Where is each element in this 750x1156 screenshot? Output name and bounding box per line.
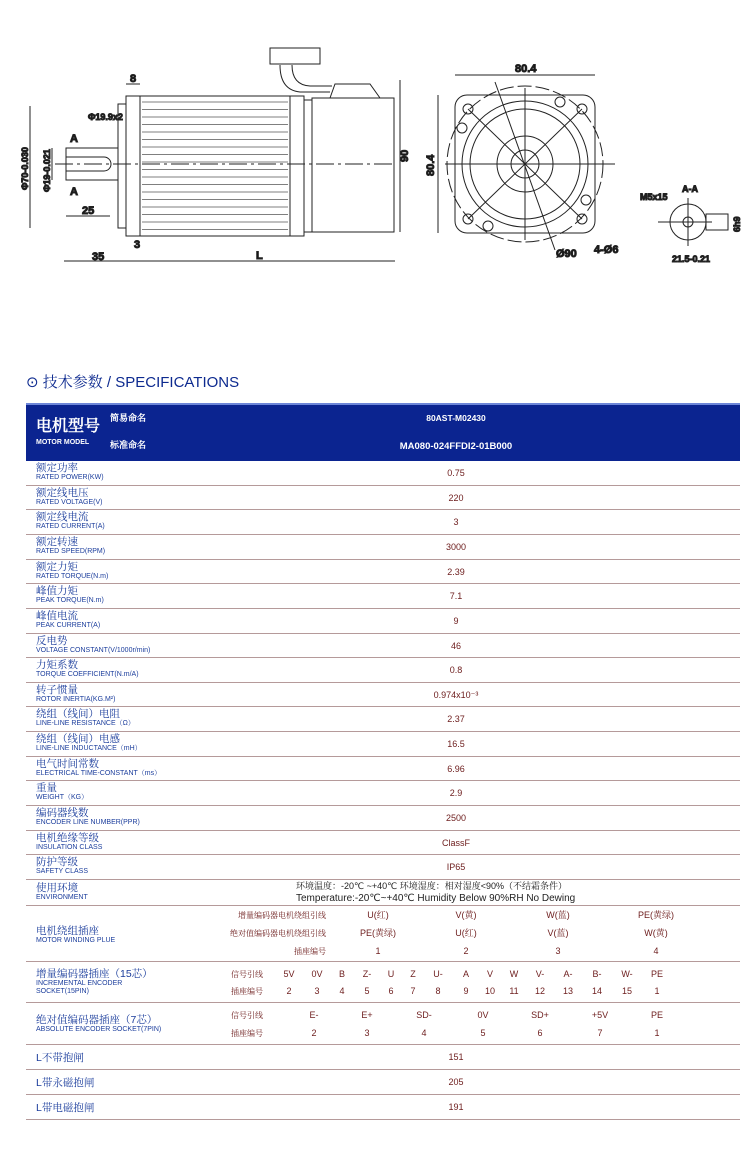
spec-value: 220: [448, 492, 464, 503]
inc-label-en1: INCREMENTAL ENCODER: [36, 980, 123, 987]
grid-cell: PE(黄绿): [637, 910, 675, 920]
dim-19-9: Φ19.9x2: [88, 112, 123, 122]
spec-label-cn: 峰值力矩: [36, 585, 78, 598]
grid-cell: 4: [421, 1028, 427, 1038]
section-title: ⊙ 技术参数 / SPECIFICATIONS: [26, 374, 240, 391]
spec-label-cn: 反电势: [36, 634, 68, 647]
length-value: 205: [448, 1077, 464, 1087]
spec-label-cn: 绕组（线间）电感: [36, 733, 120, 746]
spec-row: [26, 855, 740, 880]
spec-label-en: ROTOR INERTIA(KG.M²): [36, 695, 116, 703]
grid-cell: B: [338, 969, 346, 979]
grid-cell: A: [462, 969, 470, 979]
grid-cell: A-: [563, 969, 573, 979]
spec-label-cn: 力矩系数: [36, 659, 78, 672]
dim-25: 25: [82, 205, 95, 217]
grid-cell: W: [509, 969, 519, 979]
spec-label-cn: 重量: [36, 782, 57, 795]
grid-cell: 2: [463, 946, 469, 956]
grid-cell: 5: [364, 986, 370, 996]
spec-label: [36, 685, 115, 704]
spec-label-cn: 额定线电压: [36, 486, 89, 499]
spec-row: [26, 634, 740, 659]
spec-label: [36, 611, 100, 630]
grid-cell: PE: [650, 969, 664, 979]
spec-row: [26, 658, 740, 683]
spec-label-en: TORQUE COEFFICIENT(N.m/A): [36, 671, 139, 679]
connector: [270, 48, 320, 64]
grid-row-label: 信号引线: [231, 1011, 263, 1020]
spec-value: 3: [453, 517, 459, 528]
spec-label-en: SAFETY CLASS: [36, 868, 89, 876]
grid-cell: 6: [537, 1028, 543, 1038]
grid-row-label: 绝对值编码器电机绕组引线: [230, 929, 326, 938]
dim-L: L: [256, 250, 263, 262]
spec-value: 2.39: [447, 566, 465, 577]
dim-6: 6h9: [732, 216, 742, 232]
spec-label-en: RATED POWER(KW): [36, 474, 104, 481]
grid-cell: W(黄): [644, 928, 668, 938]
spec-label-cn: 额定力矩: [36, 560, 78, 573]
spec-label: [36, 562, 108, 581]
winding-label-cn: 电机绕组插座: [36, 925, 99, 937]
spec-label-en: RATED CURRENT(A): [36, 523, 105, 531]
grid-cell: U(红): [367, 910, 389, 920]
flange: [126, 96, 140, 236]
spec-row: [26, 560, 740, 585]
grid-cell: Z-: [362, 969, 372, 979]
env-line-1: 环境温度：-20℃ ~+40℃ 环境湿度：相对湿度<90%（不结霜条件）: [296, 881, 568, 891]
grid-cell: 3: [314, 986, 320, 996]
grid-row-label: 插座编号: [231, 1029, 263, 1038]
spec-label-cn: 转子惯量: [36, 683, 78, 696]
dim-m5x15: M5x15: [640, 192, 668, 202]
length-label: L带永磁抱闸: [36, 1077, 95, 1089]
spec-row: [26, 831, 740, 856]
spec-value: IP65: [446, 862, 466, 873]
grid-cell: 2: [311, 1028, 317, 1038]
spec-value: 2500: [445, 813, 467, 824]
grid-cell: B-: [592, 969, 602, 979]
standard-name-label: 标准命名: [110, 440, 147, 450]
motor-model-cn: 电机型号: [36, 418, 101, 435]
spec-label-en: ENCODER LINE NUMBER(PPR): [36, 819, 140, 827]
length-row: [26, 1070, 740, 1095]
spec-label-cn: 额定线电流: [36, 511, 89, 524]
grid-cell: 8: [435, 986, 441, 996]
spec-value: 16.5: [447, 739, 465, 750]
section-aa-label: A-A: [682, 184, 698, 194]
spec-value: 2.37: [447, 714, 465, 725]
absolute-encoder-row: [26, 1003, 740, 1045]
grid-cell: 4: [339, 986, 345, 996]
grid-cell: E+: [361, 1010, 373, 1020]
grid-cell: PE(黄绿): [359, 928, 397, 938]
dim-80-4-height: 80.4: [425, 154, 437, 176]
spec-label-en: ELECTRICAL TIME-CONSTANT（ms）: [36, 769, 162, 777]
dim-holes: 4-Ø6: [594, 244, 619, 256]
grid-cell: 5: [480, 1028, 486, 1038]
inc-label-en2: SOCKET(15PIN): [36, 988, 89, 995]
grid-cell: 2: [286, 986, 292, 996]
spec-label-en: VOLTAGE CONSTANT(V/1000r/min): [36, 646, 151, 654]
spec-label: [36, 586, 104, 605]
grid-row-label: 插座编号: [231, 987, 263, 996]
encoder-cover: [312, 98, 394, 232]
grid-cell: Z: [410, 969, 416, 979]
motor-dimension-drawing: [0, 0, 750, 300]
grid-cell: 1: [654, 986, 660, 996]
grid-cell: SD+: [531, 1010, 549, 1020]
grid-cell: 3: [364, 1028, 370, 1038]
grid-cell: 4: [653, 946, 659, 956]
dim-21-5: 21.5-0.21: [672, 254, 711, 264]
spec-row: [26, 584, 740, 609]
spec-value: 0.8: [449, 665, 463, 676]
length-value: 191: [448, 1102, 464, 1112]
grid-cell: 9: [463, 986, 469, 996]
grid-row-label: 信号引线: [231, 970, 263, 979]
spec-row: [26, 806, 740, 831]
spec-label-cn: 电气时间常数: [36, 757, 99, 770]
dim-19: Φ19-0.021: [42, 149, 52, 192]
spec-value: ClassF: [441, 837, 470, 848]
spec-label-en: LINE-LINE INDUCTANCE（mH）: [36, 745, 142, 753]
abs-label-cn: 绝对值编码器插座（7芯）: [36, 1014, 158, 1026]
grid-cell: 15: [621, 986, 633, 996]
short-name-label: 简易命名: [110, 413, 147, 423]
grid-cell: 1: [375, 946, 381, 956]
spec-label-cn: 额定转速: [36, 535, 78, 548]
length-row: [26, 1095, 740, 1120]
section-aa-view: [658, 198, 728, 246]
dim-80-4-width: 80.4: [515, 63, 537, 75]
spec-label-cn: 电机绝缘等级: [36, 831, 99, 844]
spec-row: [26, 486, 740, 511]
spec-row: [26, 461, 740, 486]
grid-cell: 7: [597, 1028, 603, 1038]
spec-label-en: RATED TORQUE(N.m): [36, 572, 109, 580]
spec-value: 7.1: [449, 591, 463, 602]
spec-label: [36, 488, 103, 507]
front-view: [445, 82, 615, 250]
grid-cell: U: [387, 969, 395, 979]
spec-label: [36, 463, 104, 482]
grid-cell: 13: [562, 986, 574, 996]
standard-name-value: MA080-024FFDI2-01B000: [399, 441, 513, 452]
spec-label-en: WEIGHT（KG）: [36, 794, 89, 802]
section-a-top: A: [70, 133, 78, 145]
grid-cell: 10: [484, 986, 496, 996]
length-row: [26, 1045, 740, 1070]
length-label: L带电磁抱闸: [36, 1102, 95, 1114]
spec-value: 3000: [445, 541, 467, 552]
grid-cell: 6: [388, 986, 394, 996]
inc-label-cn: 增量编码器插座（15芯）: [36, 968, 153, 980]
dim-90: 90: [399, 149, 411, 162]
grid-cell: 12: [534, 986, 546, 996]
grid-cell: 0V: [311, 969, 323, 979]
grid-row-label: 插座编号: [294, 947, 326, 956]
grid-row-label: 增量编码器电机绕组引线: [238, 911, 326, 920]
length-label: L不带抱闸: [36, 1052, 84, 1064]
env-label-en: ENVIRONMENT: [36, 894, 88, 901]
spec-row: [26, 510, 740, 535]
grid-cell: 0V: [477, 1010, 489, 1020]
spec-value: 0.974x10⁻³: [433, 689, 479, 700]
spec-value: 6.96: [447, 763, 465, 774]
spec-label: [36, 833, 102, 852]
spec-label: [36, 857, 88, 876]
spec-label-en: INSULATION CLASS: [36, 843, 103, 851]
spec-row: [26, 609, 740, 634]
abs-label-en: ABSOLUTE ENCODER SOCKET(7PIN): [36, 1026, 162, 1033]
spec-value: 0.75: [447, 468, 465, 478]
environment-row: [26, 880, 740, 906]
grid-cell: SD-: [416, 1010, 432, 1020]
env-line-2: Temperature:-20℃~+40℃ Humidity Below 90%RH No Dewing: [296, 893, 576, 904]
grid-cell: U-: [433, 969, 443, 979]
grid-cell: W(蓝): [546, 910, 570, 920]
spec-label: [36, 808, 140, 827]
spec-label-cn: 峰值电流: [36, 609, 78, 622]
grid-cell: E-: [309, 1010, 319, 1020]
winding-row: [26, 906, 740, 962]
grid-cell: W-: [621, 969, 633, 979]
short-name-value: 80AST-M02430: [426, 413, 486, 423]
grid-cell: 14: [591, 986, 603, 996]
spec-label: [36, 636, 150, 655]
spec-label: [36, 734, 142, 753]
grid-cell: +5V: [591, 1010, 609, 1020]
grid-cell: U(红): [455, 928, 477, 938]
spec-label: [36, 512, 105, 531]
dim-35: 35: [92, 251, 105, 263]
spec-value: 46: [450, 640, 461, 651]
spec-row: [26, 707, 740, 732]
spec-row: [26, 535, 740, 560]
section-a-bottom: A: [70, 186, 78, 198]
spec-value: 2.9: [449, 788, 463, 799]
env-label-cn: 使用环境: [36, 882, 78, 894]
spec-label: [36, 537, 105, 556]
spec-label-en: RATED SPEED(RPM): [36, 547, 106, 555]
grid-cell: V: [486, 969, 494, 979]
grid-cell: PE: [650, 1010, 664, 1020]
grid-cell: 7: [410, 986, 416, 996]
length-value: 151: [448, 1052, 464, 1062]
motor-model-en: MOTOR MODEL: [36, 439, 90, 446]
spec-row: [26, 757, 740, 782]
winding-label-en: MOTOR WINDING PLUE: [36, 937, 116, 944]
grid-cell: 11: [509, 986, 519, 996]
spec-label: [36, 759, 161, 778]
grid-cell: V(黄): [455, 910, 477, 920]
dim-70: Φ70-0.030: [20, 147, 30, 190]
dim-3: 3: [134, 239, 141, 251]
spec-label: [36, 709, 135, 728]
spec-label-cn: 编码器线数: [36, 807, 89, 820]
grid-cell: 1: [654, 1028, 660, 1038]
motor-model-header: [26, 403, 740, 461]
grid-cell: 5V: [283, 969, 295, 979]
incremental-encoder-row: [26, 962, 740, 1003]
spec-row: [26, 781, 740, 806]
spec-label-en: PEAK CURRENT(A): [36, 621, 101, 629]
grid-cell: V(蓝): [547, 928, 569, 938]
spec-label-cn: 绕组（线间）电阻: [36, 708, 120, 721]
spec-row: [26, 683, 740, 708]
spec-label: [36, 660, 139, 679]
spec-label-en: PEAK TORQUE(N.m): [36, 597, 104, 605]
spec-label-en: LINE-LINE RESISTANCE（Ω）: [36, 720, 135, 728]
grid-cell: 3: [555, 946, 561, 956]
spec-value: 9: [453, 615, 459, 626]
spec-row: [26, 732, 740, 757]
spec-label-cn: 防护等级: [36, 856, 78, 869]
spec-label-en: RATED VOLTAGE(V): [36, 498, 103, 506]
spec-label-cn: 额定功率: [36, 462, 78, 474]
dim-diameter-90: Ø90: [556, 248, 577, 260]
dim-8: 8: [130, 73, 137, 85]
grid-cell: V-: [535, 969, 545, 979]
spec-label: [36, 783, 88, 802]
